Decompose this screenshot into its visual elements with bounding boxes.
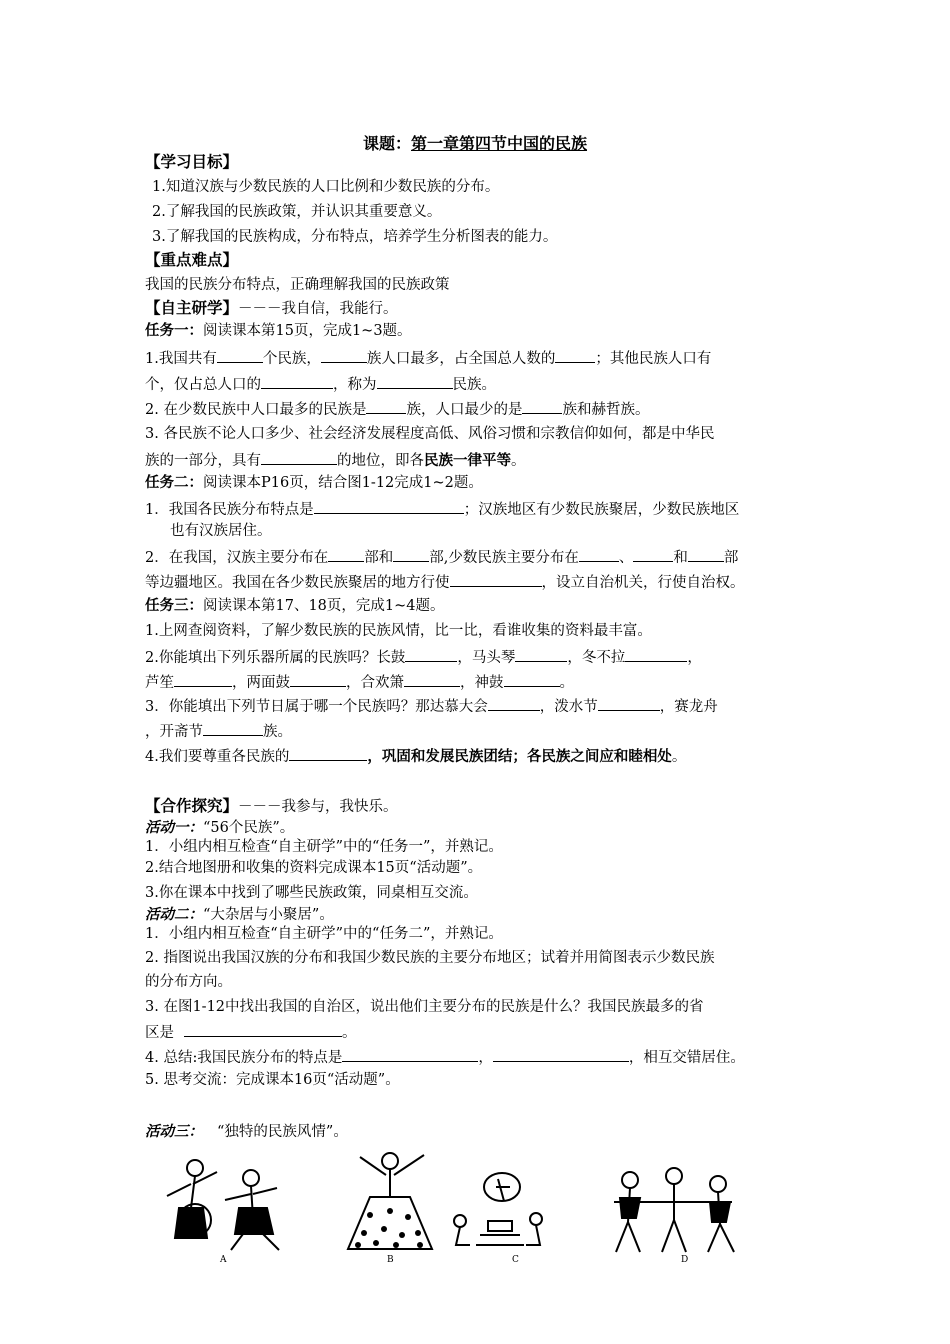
act2-label: 活动二： — [145, 906, 203, 923]
text: ，称为 — [333, 377, 377, 393]
blank[interactable] — [405, 647, 457, 662]
blank[interactable] — [450, 572, 542, 587]
task3-line — [145, 597, 445, 615]
text: 2．在我国，汉族主要分布在 — [145, 550, 329, 566]
text: ，赛龙舟 — [659, 699, 718, 715]
blank[interactable] — [598, 696, 660, 711]
text: ，神鼓 — [460, 675, 504, 691]
task3-q2-line2 — [145, 672, 574, 692]
text: 民族一律平等 — [424, 453, 511, 469]
figure-label-d: D — [681, 1255, 689, 1265]
blank[interactable] — [579, 547, 619, 562]
blank[interactable] — [290, 672, 346, 687]
self-heading-line — [145, 299, 398, 318]
act1-item-1: 1．小组内相互检查“自主研学”中的“任务一”，并熟记。 — [145, 839, 503, 855]
text: 族，人口最少的是 — [406, 402, 523, 418]
act2-q2-line2: 的分布方向。 — [145, 974, 232, 990]
text: 族人口最多，占全国总人数的 — [366, 351, 556, 367]
text: ，相互交错居住。 — [628, 1050, 745, 1066]
text: ， — [687, 650, 702, 666]
figure-label-a: A — [220, 1255, 227, 1265]
coop-heading-line — [145, 797, 398, 816]
act2-q1: 1．小组内相互检查“自主研学”中的“任务二”，并熟记。 — [145, 926, 503, 942]
goals-heading: 【学习目标】 — [145, 153, 239, 171]
text: ，合欢箫 — [346, 675, 404, 691]
blank[interactable] — [504, 672, 560, 687]
text: 2. 在少数民族中人口最多的民族是 — [145, 402, 367, 418]
task1-label: 任务一： — [145, 323, 203, 339]
key-heading: 【重点难点】 — [145, 251, 239, 269]
blank[interactable] — [625, 647, 687, 662]
task3-q3-line2 — [145, 721, 292, 741]
task1-intro: 阅读课本第15页，完成1~3题。 — [203, 323, 412, 339]
act1-item-3: 3.你在课本中找到了哪些民族政策，同桌相互交流。 — [145, 885, 478, 901]
act1-line — [145, 819, 294, 837]
text: 4.我们要尊重各民族的 — [145, 749, 290, 765]
act3-name: “独特的民族风情”。 — [217, 1124, 348, 1140]
blank[interactable] — [393, 547, 429, 562]
act1-label: 活动一： — [145, 819, 203, 836]
task1-q3-line2 — [145, 450, 526, 470]
act2-q2-line1: 2. 指图说出我国汉族的分布和我国少数民族的主要分布地区；试着并用简图表示少数民族 — [145, 950, 715, 966]
blank[interactable] — [203, 721, 263, 736]
task2-q2-line2 — [145, 572, 745, 592]
text: 的地位，即各 — [337, 453, 424, 469]
task2-q1-line2: 也有汉族居住。 — [170, 523, 272, 539]
task2-line — [145, 474, 483, 492]
text: 。 — [559, 675, 574, 691]
goal-item-1: 1.知道汉族与少数民族的人口比例和少数民族的分布。 — [152, 179, 500, 195]
text: 。 — [671, 749, 687, 765]
blank[interactable] — [493, 1047, 629, 1062]
text: ，开斋节 — [145, 724, 203, 740]
task3-q2-line1 — [145, 647, 702, 667]
text: 部和 — [364, 550, 394, 566]
blank[interactable] — [342, 1047, 478, 1062]
task2-label: 任务二： — [145, 475, 203, 491]
act3-label: 活动三： — [145, 1123, 203, 1140]
blank[interactable] — [404, 672, 460, 687]
blank[interactable] — [328, 547, 364, 562]
title-prefix: 课题： — [362, 134, 411, 153]
text: 。 — [342, 1025, 357, 1041]
blank[interactable] — [321, 348, 367, 363]
text: 族的一部分，具有 — [145, 453, 261, 469]
text: ；汉族地区有少数民族聚居，少数民族地区 — [463, 502, 740, 518]
text: ，设立自治机关，行使自治权。 — [541, 575, 745, 591]
blank[interactable] — [515, 647, 567, 662]
blank[interactable] — [377, 374, 453, 389]
text: 等边疆地区。我国在各少数民族聚居的地方行使 — [145, 575, 450, 591]
text: 部,少数民族主要分布在 — [429, 550, 579, 566]
text: 3．你能填出下列节日属于哪一个民族吗？那达慕大会 — [145, 699, 488, 715]
text: 1．我国各民族分布特点是 — [145, 502, 314, 518]
figure-a-illustration — [155, 1148, 295, 1256]
figure-label-c: C — [512, 1255, 519, 1265]
text: 族和赫哲族。 — [562, 402, 650, 418]
task3-label: 任务三： — [145, 598, 203, 614]
blank[interactable] — [366, 399, 406, 414]
blank[interactable] — [261, 450, 337, 465]
task2-q1-line1 — [145, 499, 739, 519]
task3-q4 — [145, 746, 686, 766]
text: 。 — [511, 453, 526, 469]
blank[interactable] — [217, 348, 263, 363]
act2-q3-line2 — [145, 1022, 357, 1042]
text: 族。 — [263, 724, 292, 740]
blank[interactable] — [174, 672, 232, 687]
figure-c-illustration — [440, 1165, 560, 1257]
blank[interactable] — [688, 547, 724, 562]
blank[interactable] — [184, 1022, 342, 1037]
coop-heading: 【合作探究】 — [145, 797, 239, 815]
blank[interactable] — [314, 499, 464, 514]
text: 区是 — [145, 1025, 174, 1041]
text: 民族。 — [452, 377, 496, 393]
figure-d-illustration — [600, 1162, 750, 1258]
goal-item-3: 3.了解我国的民族构成，分布特点，培养学生分析图表的能力。 — [152, 229, 558, 245]
act2-q5: 5. 思考交流：完成课本16页“活动题”。 — [145, 1072, 400, 1088]
text: ，马头琴 — [457, 650, 516, 666]
blank[interactable] — [555, 348, 595, 363]
act3-line — [145, 1123, 348, 1141]
blank[interactable] — [261, 374, 333, 389]
act2-q4 — [145, 1047, 745, 1067]
text: 4. 总结:我国民族分布的特点是 — [145, 1050, 343, 1066]
task1-q3-line1: 3. 各民族不论人口多少、社会经济发展程度高低、风俗习惯和宗教信仰如何，都是中华民 — [145, 426, 715, 442]
text: ，两面鼓 — [232, 675, 290, 691]
act1-name: “56个民族”。 — [203, 820, 295, 836]
task2-q2-line1 — [145, 547, 738, 567]
task1-q1-line1 — [145, 348, 711, 368]
text: 芦笙 — [145, 675, 174, 691]
blank[interactable] — [488, 696, 540, 711]
self-slogan: －－－我自信，我能行。 — [238, 301, 398, 317]
act2-line — [145, 906, 334, 924]
blank[interactable] — [633, 547, 673, 562]
task1-q2 — [145, 399, 649, 419]
task3-q1: 1.上网查阅资料，了解少数民族的民族风情，比一比，看谁收集的资料最丰富。 — [145, 623, 652, 639]
self-heading: 【自主研学】 — [145, 299, 239, 317]
text: 1.我国共有 — [145, 351, 217, 367]
goal-item-2: 2.了解我国的民族政策，并认识其重要意义。 — [152, 204, 442, 220]
task3-intro: 阅读课本第17、18页，完成1~4题。 — [203, 598, 445, 614]
text: 和 — [673, 550, 688, 566]
act1-item-2: 2.结合地图册和收集的资料完成课本15页“活动题”。 — [145, 860, 483, 876]
text: ，巩固和发展民族团结；各民族之间应和睦相处 — [367, 749, 672, 765]
task2-intro: 阅读课本P16页，结合图1-12完成1~2题。 — [203, 475, 483, 491]
figure-label-b: B — [387, 1255, 394, 1265]
coop-slogan: －－－我参与，我快乐。 — [238, 799, 398, 815]
task1-q1-line2 — [145, 374, 496, 394]
text: ，泼水节 — [539, 699, 598, 715]
text: 个，仅占总人口的 — [145, 377, 261, 393]
text: ，冬不拉 — [567, 650, 626, 666]
task1-line — [145, 322, 412, 340]
text: ， — [478, 1050, 493, 1066]
text: 部 — [723, 550, 739, 566]
text: 、 — [618, 550, 634, 566]
title-main: 第一章第四节中国的民族 — [411, 134, 588, 153]
task3-q3-line1 — [145, 696, 718, 716]
page-title — [0, 131, 950, 154]
blank[interactable] — [289, 746, 367, 761]
text: 2.你能填出下列乐器所属的民族吗？长鼓 — [145, 650, 406, 666]
text: 个民族， — [262, 351, 321, 367]
figure-b-illustration — [340, 1145, 440, 1257]
act2-name: “大杂居与小聚居”。 — [203, 907, 334, 923]
blank[interactable] — [522, 399, 562, 414]
key-text: 我国的民族分布特点，正确理解我国的民族政策 — [145, 277, 450, 293]
act2-q3-line1: 3. 在图1-12中找出我国的自治区，说出他们主要分布的民族是什么？我国民族最多的省 — [145, 999, 704, 1015]
text: ；其他民族人口有 — [595, 351, 712, 367]
